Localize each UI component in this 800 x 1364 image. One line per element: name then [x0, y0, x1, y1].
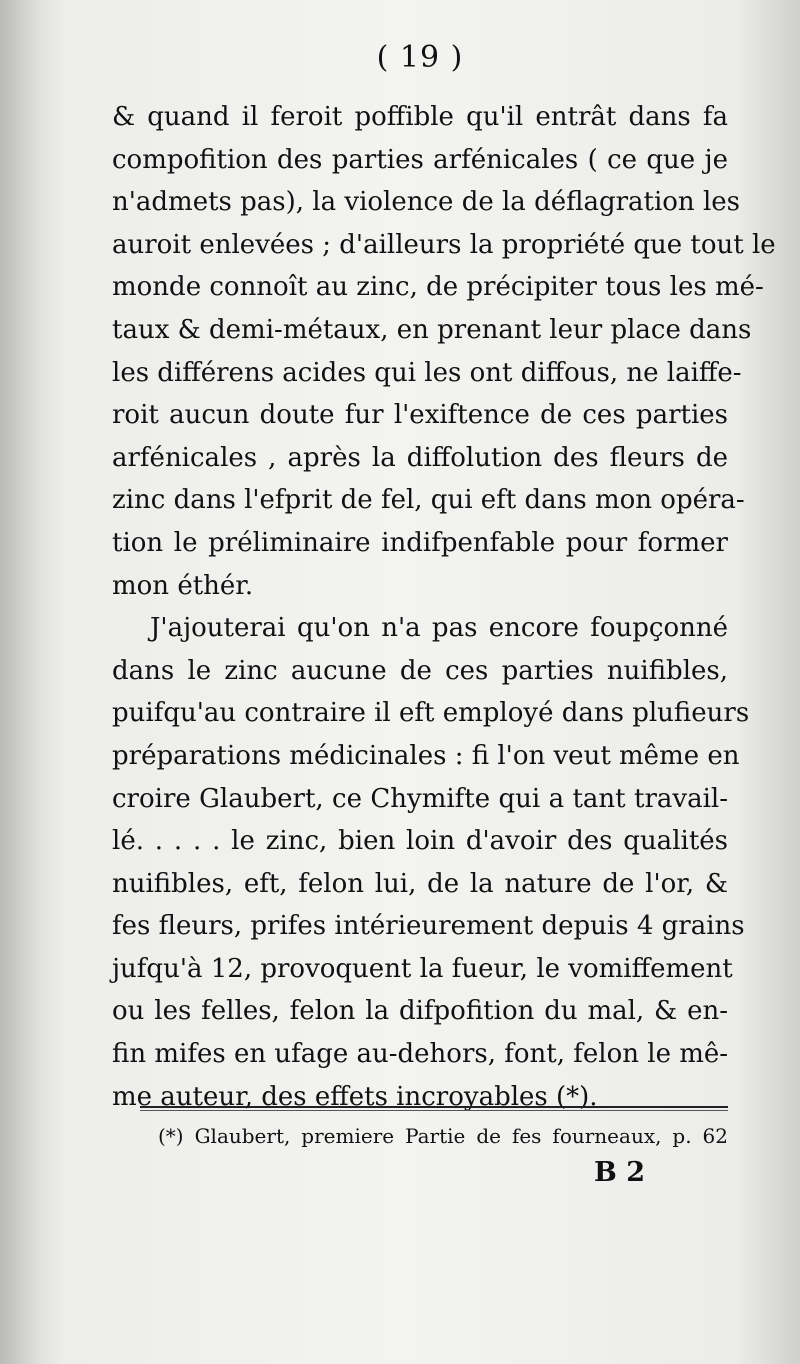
text-line: préparations médicinales : fi l'on veut même en — [112, 740, 740, 771]
text-line: auroit enlevées ; d'ailleurs la propriété que tout le — [112, 229, 776, 260]
footnote-rule — [140, 1106, 728, 1108]
text-line: roit aucun doute fur l'exiftence de ces parties — [112, 400, 728, 431]
text-line: taux & demi-métaux, en prenant leur place dans — [112, 314, 752, 345]
text-line: & quand il feroit poffible qu'il entrât dans fa — [112, 102, 728, 132]
gutter-shadow — [0, 0, 40, 1364]
signature-mark: B 2 — [594, 1157, 646, 1188]
text-line: fes fleurs, prifes intérieurement depuis 4 grains — [112, 911, 745, 942]
text-line: compofition des parties arfénicales ( ce que je — [112, 144, 728, 175]
text-line: nuifibles, eft, felon lui, de la nature de l'or, & — [112, 868, 728, 899]
page-number: ( 19 ) — [376, 40, 464, 75]
paragraph-start-line: J'ajouterai qu'on n'a pas encore foupçonné — [150, 613, 728, 644]
text-line: ou les felles, felon la difpofition du mal, & en- — [112, 996, 728, 1027]
text-line: lé. . . . . le zinc, bien loin d'avoir des qualités — [112, 826, 728, 857]
footnote-rule-secondary — [140, 1110, 728, 1111]
text-line: puifqu'au contraire il eft employé dans plufieurs — [112, 698, 750, 729]
text-line: fin mifes en ufage au-dehors, font, felon le mê- — [112, 1039, 729, 1070]
text-line: croire Glaubert, ce Chymifte qui a tant travail- — [112, 783, 728, 814]
text-line: les différens acides qui les ont diffous, ne laiffe- — [112, 357, 742, 388]
footnote: (*) Glaubert, premiere Partie de fes fourneaux, p. 62 — [158, 1124, 728, 1148]
text-line: jufqu'à 12, provoquent la fueur, le vomiffement — [112, 953, 733, 984]
text-line: tion le préliminaire indifpenfable pour former — [112, 527, 728, 558]
text-line: n'admets pas), la violence de la déflagration les — [112, 187, 740, 218]
text-line: arfénicales , après la diffolution des fleurs de — [112, 442, 728, 473]
text-line: monde connoît au zinc, de précipiter tous les mé- — [112, 272, 764, 303]
body-text — [112, 96, 776, 1118]
paragraph-end-line: me auteur, des effets incroyables (*). — [112, 1081, 598, 1112]
paragraph-end-line: mon éthér. — [112, 570, 254, 601]
text-line: dans le zinc aucune de ces parties nuifibles, — [112, 655, 728, 686]
text-line: zinc dans l'efprit de fel, qui eft dans mon opéra- — [112, 485, 745, 516]
